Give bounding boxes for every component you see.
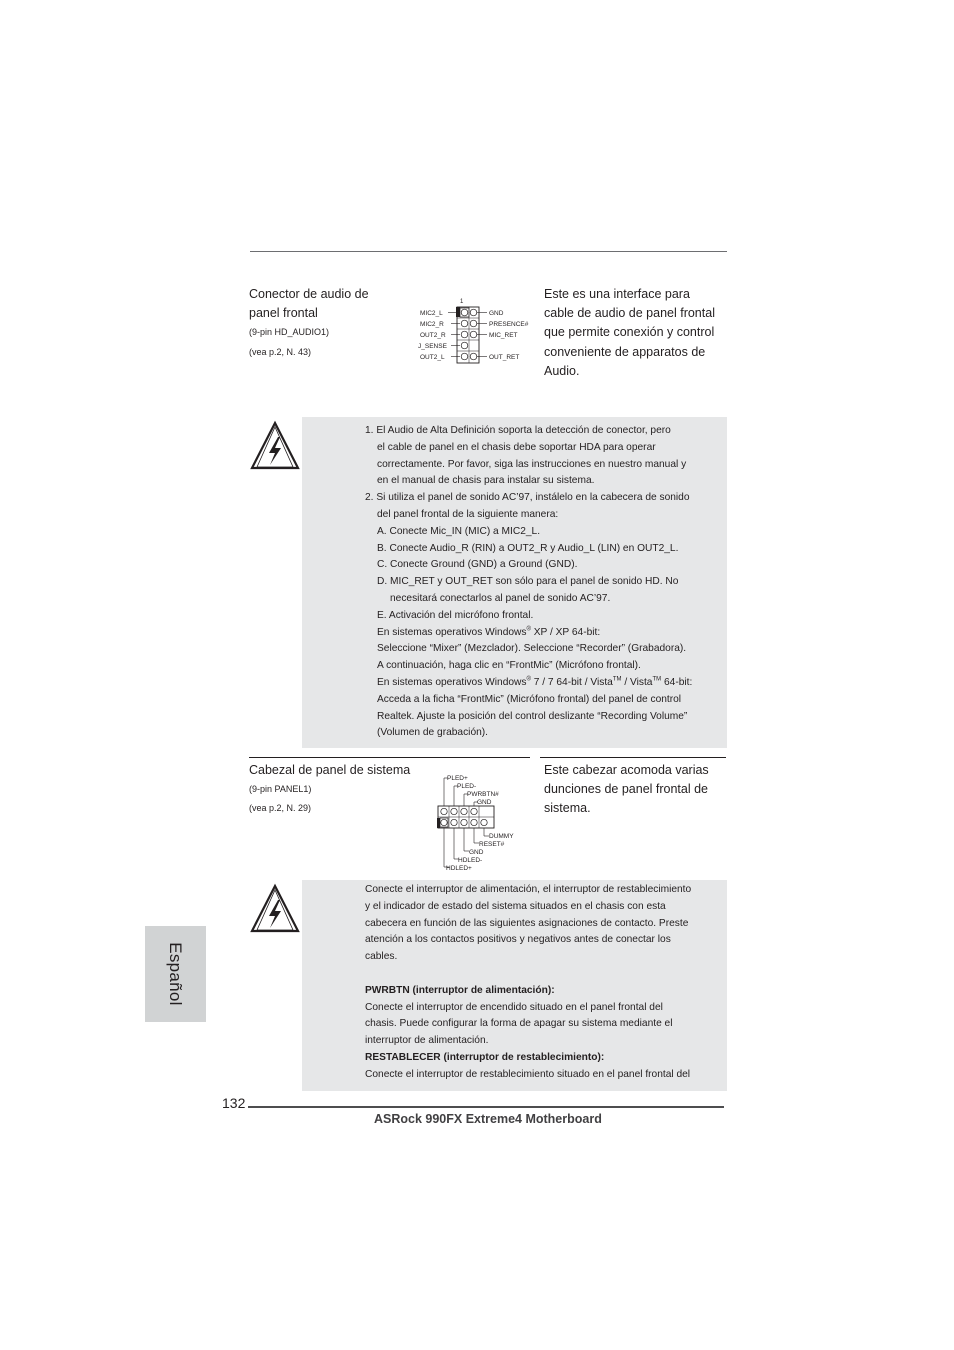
pin-label: MIC2_L bbox=[420, 310, 443, 317]
note-line: Seleccione “Mixer” (Mezclador). Seleccione “Recorder” (Grabadora). bbox=[377, 643, 687, 655]
note-line: necesitará conectarlos al panel de sonido AC’97. bbox=[390, 592, 611, 604]
pin-hole bbox=[470, 331, 477, 338]
pwrbtn-heading: PWRBTN (interruptor de alimentación): bbox=[365, 984, 555, 996]
note-line: Acceda a la ficha “FrontMic” (Micrófono frontal) del panel de control bbox=[377, 693, 682, 705]
pin-hole bbox=[461, 309, 468, 316]
language-tab bbox=[145, 926, 206, 1022]
panel-notes bbox=[365, 882, 691, 1084]
note-line: Conecte el interruptor de restablecimiento situado en el panel frontal del bbox=[365, 1068, 691, 1080]
note-line: D. MIC_RET y OUT_RET son sólo para el panel de sonido HD. No bbox=[377, 576, 679, 588]
reset-heading: RESTABLECER (interruptor de restablecimiento): bbox=[365, 1051, 605, 1063]
pin-hole bbox=[470, 309, 477, 316]
note-line: E. Activación del micrófono frontal. bbox=[377, 609, 534, 621]
pin-rows bbox=[457, 307, 479, 363]
note-line: el cable de panel en el chasis debe soportar HDA para operar bbox=[377, 441, 656, 453]
audio-page-ref: (vea p.2, N. 43) bbox=[249, 347, 312, 357]
section2-rule-right bbox=[540, 757, 726, 758]
note-line: (Volumen de grabación). bbox=[377, 727, 488, 739]
note-line: B. Conecte Audio_R (RIN) a OUT2_R y Audio_L (LIN) en OUT2_L. bbox=[377, 542, 679, 554]
panel-page-ref: (vea p.2, N. 29) bbox=[249, 803, 312, 813]
audio-description: Este es una interface para cable de audio de panel frontal que permite conexión y control conveniente de apparatos de Audio. bbox=[544, 287, 715, 378]
pin-label: MIC2_R bbox=[420, 321, 444, 328]
hd-audio-pin-diagram bbox=[415, 294, 540, 366]
pin-label: J_SENSE bbox=[418, 343, 447, 350]
pin-hole bbox=[470, 320, 477, 327]
pin-label: HDLED- bbox=[458, 857, 483, 864]
audio-pin-label: (9-pin HD_AUDIO1) bbox=[249, 327, 330, 337]
note-line: cables. bbox=[365, 951, 398, 963]
pin-label: HDLED+ bbox=[446, 865, 472, 872]
warning-icon bbox=[249, 883, 301, 935]
pin1-marker bbox=[437, 818, 440, 828]
pin-label: PWRBTN# bbox=[467, 791, 499, 798]
pin-label: RESET# bbox=[479, 841, 505, 848]
pin-label: OUT2_L bbox=[420, 354, 445, 361]
pin-label: OUT2_R bbox=[420, 332, 446, 339]
note-line: A. Conecte Mic_IN (MIC) a MIC2_L. bbox=[377, 525, 541, 537]
note-line: atención a los contactos positivos y negativos antes de conectar los bbox=[365, 934, 671, 946]
note-line: En sistemas operativos Windows® XP / XP 64-bit: bbox=[377, 626, 601, 638]
pin-hole bbox=[461, 342, 468, 349]
note-line: cabecera en función de las siguientes asignaciones de contacto. Preste bbox=[365, 917, 689, 929]
page-number: 132 bbox=[222, 1095, 246, 1111]
footer-title: ASRock 990FX Extreme4 Motherboard bbox=[374, 1112, 602, 1126]
note-line: 2. Si utiliza el panel de sonido AC’97, instálelo en la cabecera de sonido bbox=[365, 492, 690, 504]
pin-hole bbox=[461, 353, 468, 360]
top-rule bbox=[250, 251, 727, 252]
note-line: del panel frontal de la siguiente manera: bbox=[377, 508, 559, 520]
pin-label: PRESENCE# bbox=[489, 321, 529, 328]
pin-holes bbox=[440, 808, 487, 827]
section2-rule-left bbox=[249, 757, 530, 758]
panel-description: Este cabezar acomoda varias dunciones de panel frontal de sistema. bbox=[544, 763, 709, 816]
pin-hole bbox=[470, 353, 477, 360]
pin1-marker bbox=[456, 307, 460, 317]
note-line: 1. El Audio de Alta Definición soporta la detección de conector, pero bbox=[365, 425, 671, 436]
note-line: y el indicador de estado del sistema situados en el chasis con esta bbox=[365, 900, 666, 912]
note-line: A continuación, haga clic en “FrontMic” (Micrófono frontal). bbox=[377, 660, 641, 672]
note-line: interruptor de alimentación. bbox=[365, 1035, 489, 1047]
note-line: En sistemas operativos Windows® 7 / 7 64-bit / Vista™ / Vista™ 64-bit: bbox=[377, 676, 693, 688]
pin1-label: 1 bbox=[460, 299, 464, 305]
note-line: Realtek. Ajuste la posición del control deslizante “Recording Volume” bbox=[377, 710, 688, 722]
note-line: en el manual de chasis para instalar su sistema. bbox=[377, 475, 595, 487]
note-line: Conecte el interruptor de encendido situado en el panel frontal del bbox=[365, 1001, 663, 1013]
note-line: chasis. Puede configurar la forma de apagar su sistema mediante el bbox=[365, 1018, 673, 1030]
pin-label: OUT_RET bbox=[489, 354, 520, 361]
audio-connector-title: Conector de audio de panel frontal bbox=[249, 287, 369, 320]
pin-label: PLED+ bbox=[447, 775, 468, 782]
footer-rule bbox=[248, 1106, 724, 1108]
pin-label: GND bbox=[477, 799, 492, 806]
pin-label: GND bbox=[469, 849, 484, 856]
note-line: correctamente. Por favor, siga las instrucciones en nuestro manual y bbox=[377, 458, 687, 470]
pin-hole bbox=[461, 331, 468, 338]
pin-label: PLED- bbox=[457, 783, 477, 790]
warning-icon bbox=[249, 420, 301, 472]
language-tab-label: Español bbox=[166, 942, 185, 1006]
pin-label: DUMMY bbox=[489, 833, 514, 840]
note-line: C. Conecte Ground (GND) a Ground (GND). bbox=[377, 559, 578, 571]
pin-label: MIC_RET bbox=[489, 332, 518, 339]
pin-label: GND bbox=[489, 310, 504, 317]
panel-pin-label: (9-pin PANEL1) bbox=[249, 784, 312, 794]
audio-notes bbox=[365, 423, 692, 742]
pin-hole bbox=[461, 320, 468, 327]
system-panel-pin-diagram bbox=[434, 770, 518, 874]
note-line: Conecte el interruptor de alimentación, el interruptor de restablecimiento bbox=[365, 884, 692, 895]
panel-header-title: Cabezal de panel de sistema bbox=[249, 763, 411, 777]
